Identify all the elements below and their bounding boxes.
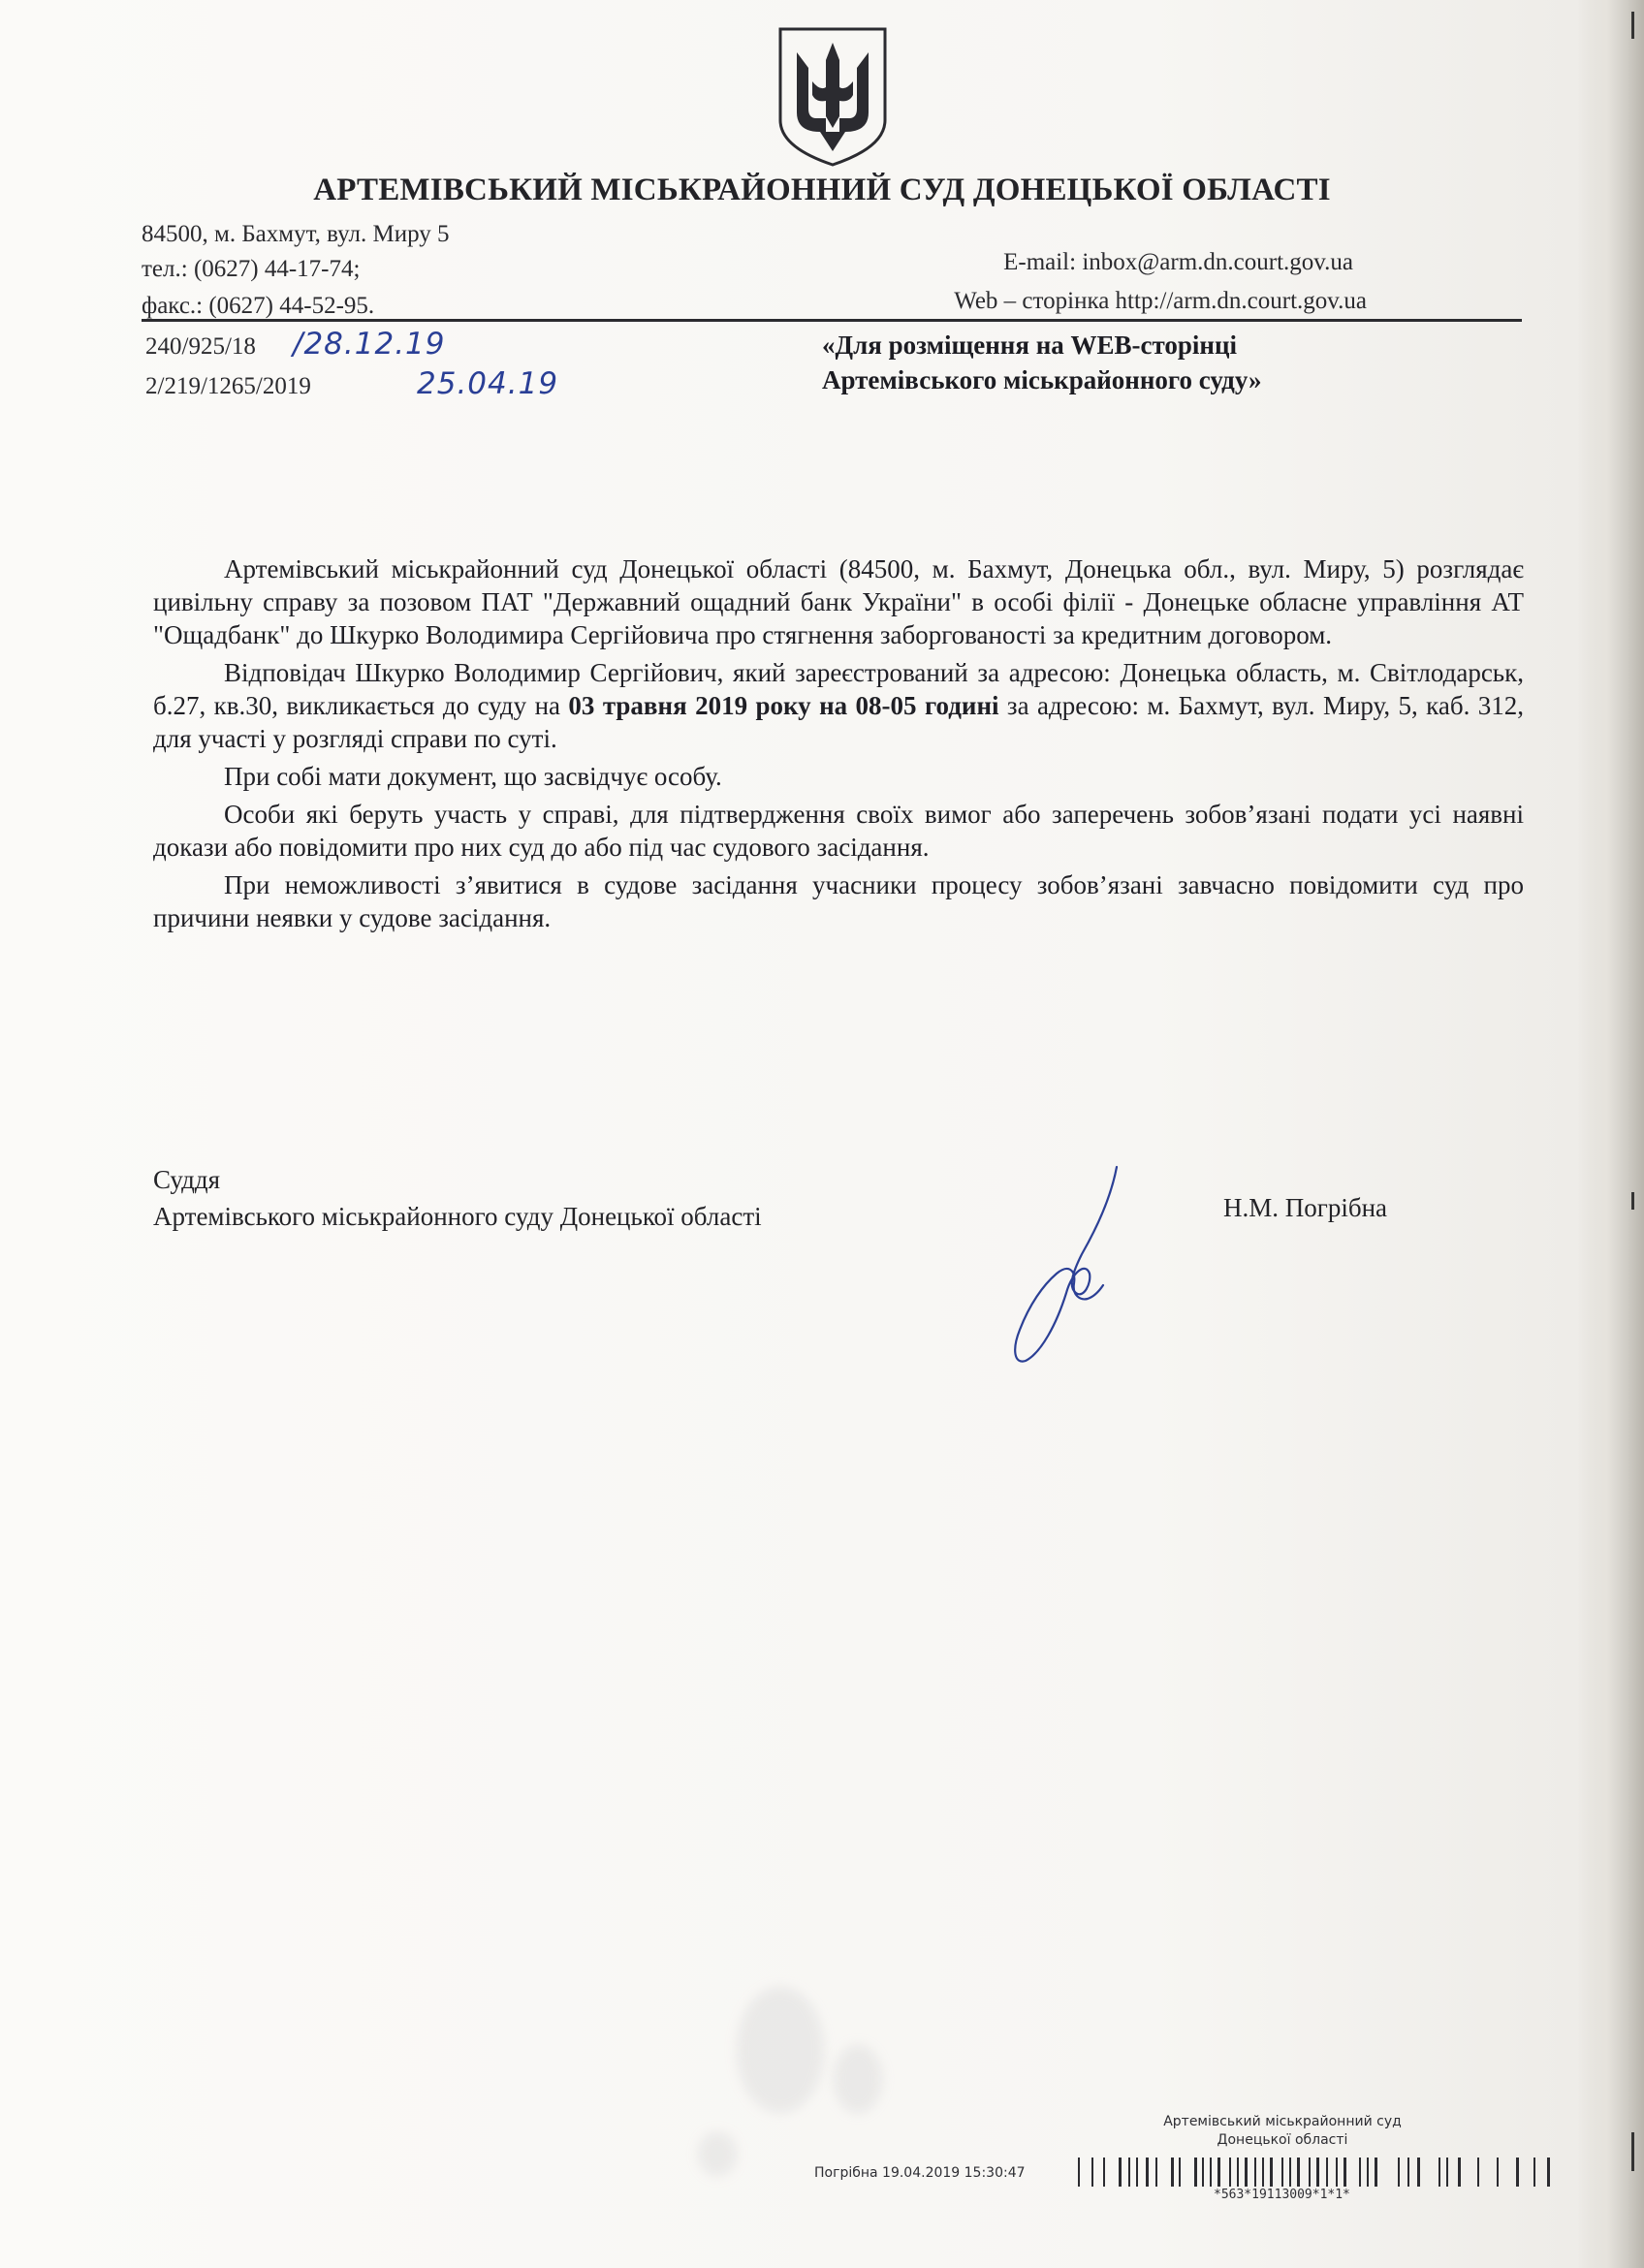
court-address: 84500, м. Бахмут, вул. Миру 5 — [142, 221, 450, 247]
judge-name: Н.М. Погрібна — [1223, 1193, 1388, 1222]
barcode-number: *563*19113009*1*1* — [1214, 2188, 1350, 2202]
page-edge-shadow — [1576, 0, 1644, 2268]
court-fax: факс.: (0627) 44-52-95. — [142, 293, 375, 319]
coat-of-arms-icon — [775, 23, 890, 169]
web-note-line-2: Артемівського міськрайонного суду» — [822, 365, 1262, 394]
web-publication-note — [822, 328, 1262, 397]
notice-body — [153, 552, 1524, 939]
stamp-court-line-2: Донецької області — [1217, 2132, 1348, 2148]
court-website: Web – сторінка http://arm.dn.court.gov.ua — [954, 288, 1367, 314]
hearing-date-time: 03 травня 2019 року на 08-05 годині — [568, 691, 999, 720]
handwritten-date-2: 25.04.19 — [417, 366, 559, 401]
case-number-1: 240/925/18 — [145, 333, 256, 360]
paper-smudge — [698, 2132, 737, 2176]
registry-stamp-court — [1113, 2113, 1452, 2150]
summons-text-2: за адресою: м. Бахмут, вул. Миру, 5, каб. 312, для участі у розгляді справи по суті. — [153, 691, 1524, 753]
judge-title-line-2: Артемівського міськрайонного суду Донецької області — [153, 1202, 762, 1231]
header-divider — [142, 319, 1522, 322]
summons-text-1: Відповідач Шкурко Володимир Сергійович, який зареєстрований за адресою: Донецька область, м. Світлодарськ, б.27, кв.30, викликається до суду на — [153, 658, 1524, 720]
edge-mark — [1631, 2132, 1634, 2171]
paper-smudge — [737, 1987, 824, 2113]
registry-timestamp: Погрібна 19.04.2019 15:30:47 — [814, 2165, 1026, 2181]
edge-mark — [1631, 12, 1634, 39]
stamp-court-line-1: Артемівський міськрайонний суд — [1163, 2114, 1402, 2129]
paragraph-id-document: При собі мати документ, що засвідчує особу. — [224, 762, 722, 791]
barcode-icon — [1078, 2158, 1553, 2187]
court-email: E-mail: inbox@arm.dn.court.gov.ua — [1003, 249, 1353, 275]
edge-mark — [1631, 1192, 1634, 1210]
judge-title-line-1: Суддя — [153, 1165, 221, 1194]
judge-title — [153, 1161, 762, 1235]
paragraph-evidence: Особи які беруть участь у справі, для підтвердження своїх вимог або заперечень зобов’язані подати усі наявні докази або повідомити про них суд до або під час судового засідання. — [153, 800, 1524, 862]
handwritten-signature — [1008, 1159, 1124, 1368]
court-phone: тел.: (0627) 44-17-74; — [142, 256, 361, 282]
case-number-2: 2/219/1265/2019 — [145, 373, 311, 399]
paragraph-summons — [153, 656, 1524, 755]
paragraph-case: Артемівський міськрайонний суд Донецької області (84500, м. Бахмут, Донецька обл., вул. Миру, 5) розглядає цивільну справу за позовом ПАТ "Державний ощадний банк України" в особі філії - Донецьке обласне управління АТ "Ощадбанк" до Шкурко Володимира Сергійовича про стягнення заборгованості за кредитним договором. — [153, 554, 1524, 649]
court-name-heading: АРТЕМІВСЬКИЙ МІСЬКРАЙОННИЙ СУД ДОНЕЦЬКОЇ ОБЛАСТІ — [313, 173, 1331, 207]
handwritten-date-1: /28.12.19 — [293, 327, 446, 362]
paragraph-absence: При неможливості з’явитися в судове засідання учасники процесу зобов’язані завчасно повідомити суд про причини неявки у судове засідання. — [153, 870, 1524, 932]
web-note-line-1: «Для розміщення на WEB-сторінці — [822, 331, 1238, 360]
paper-smudge — [834, 2045, 882, 2113]
